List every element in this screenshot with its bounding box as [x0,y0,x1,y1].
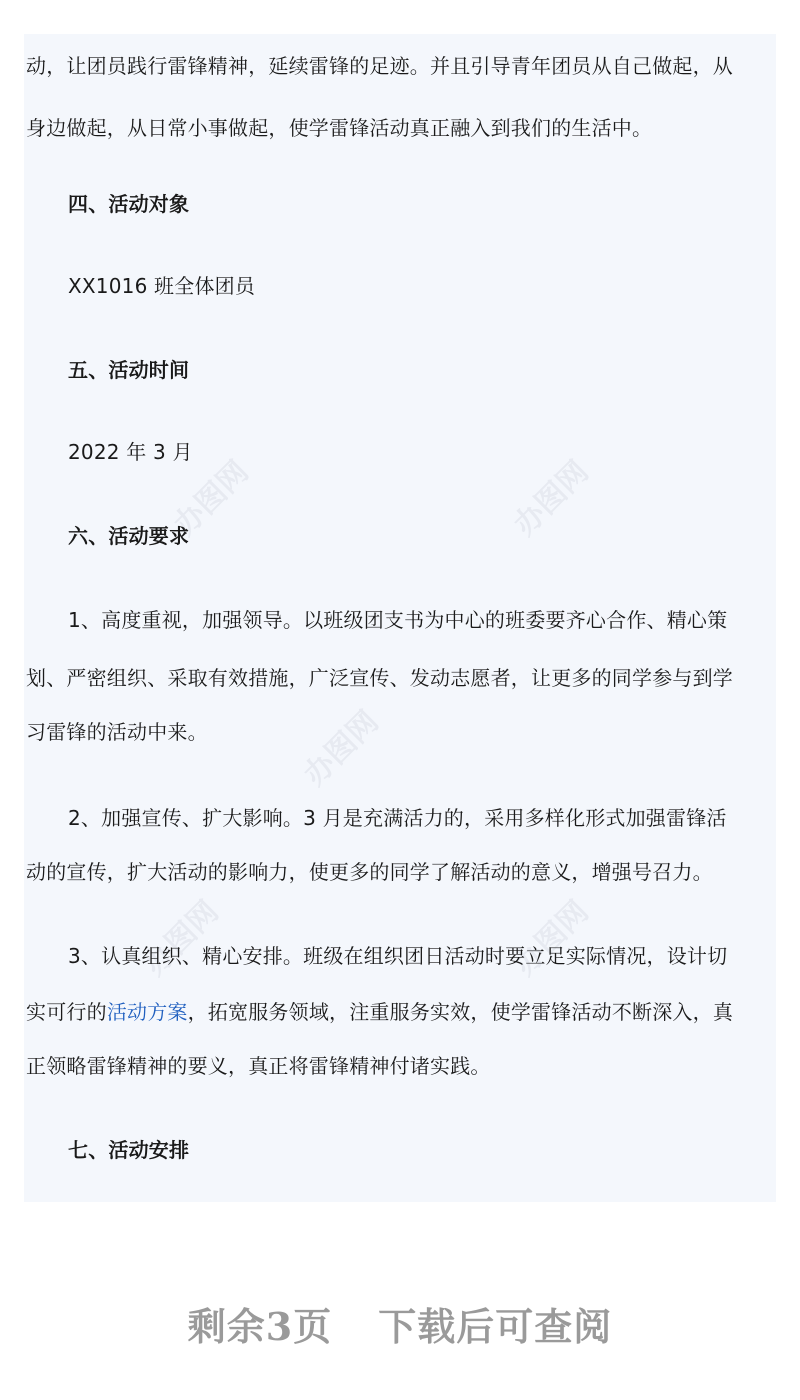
watermark: 办图网 [507,894,596,983]
activity-plan-link[interactable]: 活动方案 [106,1000,188,1024]
section-heading: 六、活动要求 [68,524,190,548]
paragraph-line: 3、认真组织、精心安排。班级在组织团日活动时要立足实际情况，设计切 [68,944,728,968]
section-body: 2022 年 3 月 [68,440,193,464]
download-prompt[interactable] [0,1296,800,1351]
watermark: 办图网 [297,704,386,793]
paragraph-line: 1、高度重视，加强领导。以班级团支书为中心的班委要齐心合作、精心策 [68,608,728,632]
section-heading: 五、活动时间 [68,358,190,382]
paragraph-line: 2、加强宣传、扩大影响。3 月是充满活力的，采用多样化形式加强雷锋活 [68,806,727,830]
paragraph-line [26,984,776,1040]
watermark: 办图网 [167,454,256,543]
remaining-pages-label: 剩余3页 [187,1304,333,1349]
section-heading: 七、活动安排 [68,1138,190,1162]
paragraph-line: 正领略雷锋精神的要义，真正将雷锋精神付诸实践。 [26,1054,491,1078]
paragraph-line: 动的宣传，扩大活动的影响力，使更多的同学了解活动的意义，增强号召力。 [26,860,713,884]
paragraph-line: 习雷锋的活动中来。 [26,720,208,744]
section-heading: 四、活动对象 [68,192,190,216]
text-segment: ，拓宽服务领域，注重服务实效，使学雷锋活动不断深入，真 [187,1000,734,1024]
watermark: 办图网 [507,454,596,543]
download-hint-label: 下载后可查阅 [378,1304,613,1349]
document-page [24,34,776,1202]
paragraph-line: 动，让团员践行雷锋精神，延续雷锋的足迹。并且引导青年团员从自己做起，从 [26,54,733,78]
text-segment: 实可行的 [26,1000,107,1024]
section-body: XX1016 班全体团员 [68,274,256,298]
paragraph-line: 划、严密组织、采取有效措施，广泛宣传、发动志愿者，让更多的同学参与到学 [26,666,733,690]
paragraph-line: 身边做起，从日常小事做起，使学雷锋活动真正融入到我们的生活中。 [26,116,653,140]
watermark: 办图网 [137,894,226,983]
